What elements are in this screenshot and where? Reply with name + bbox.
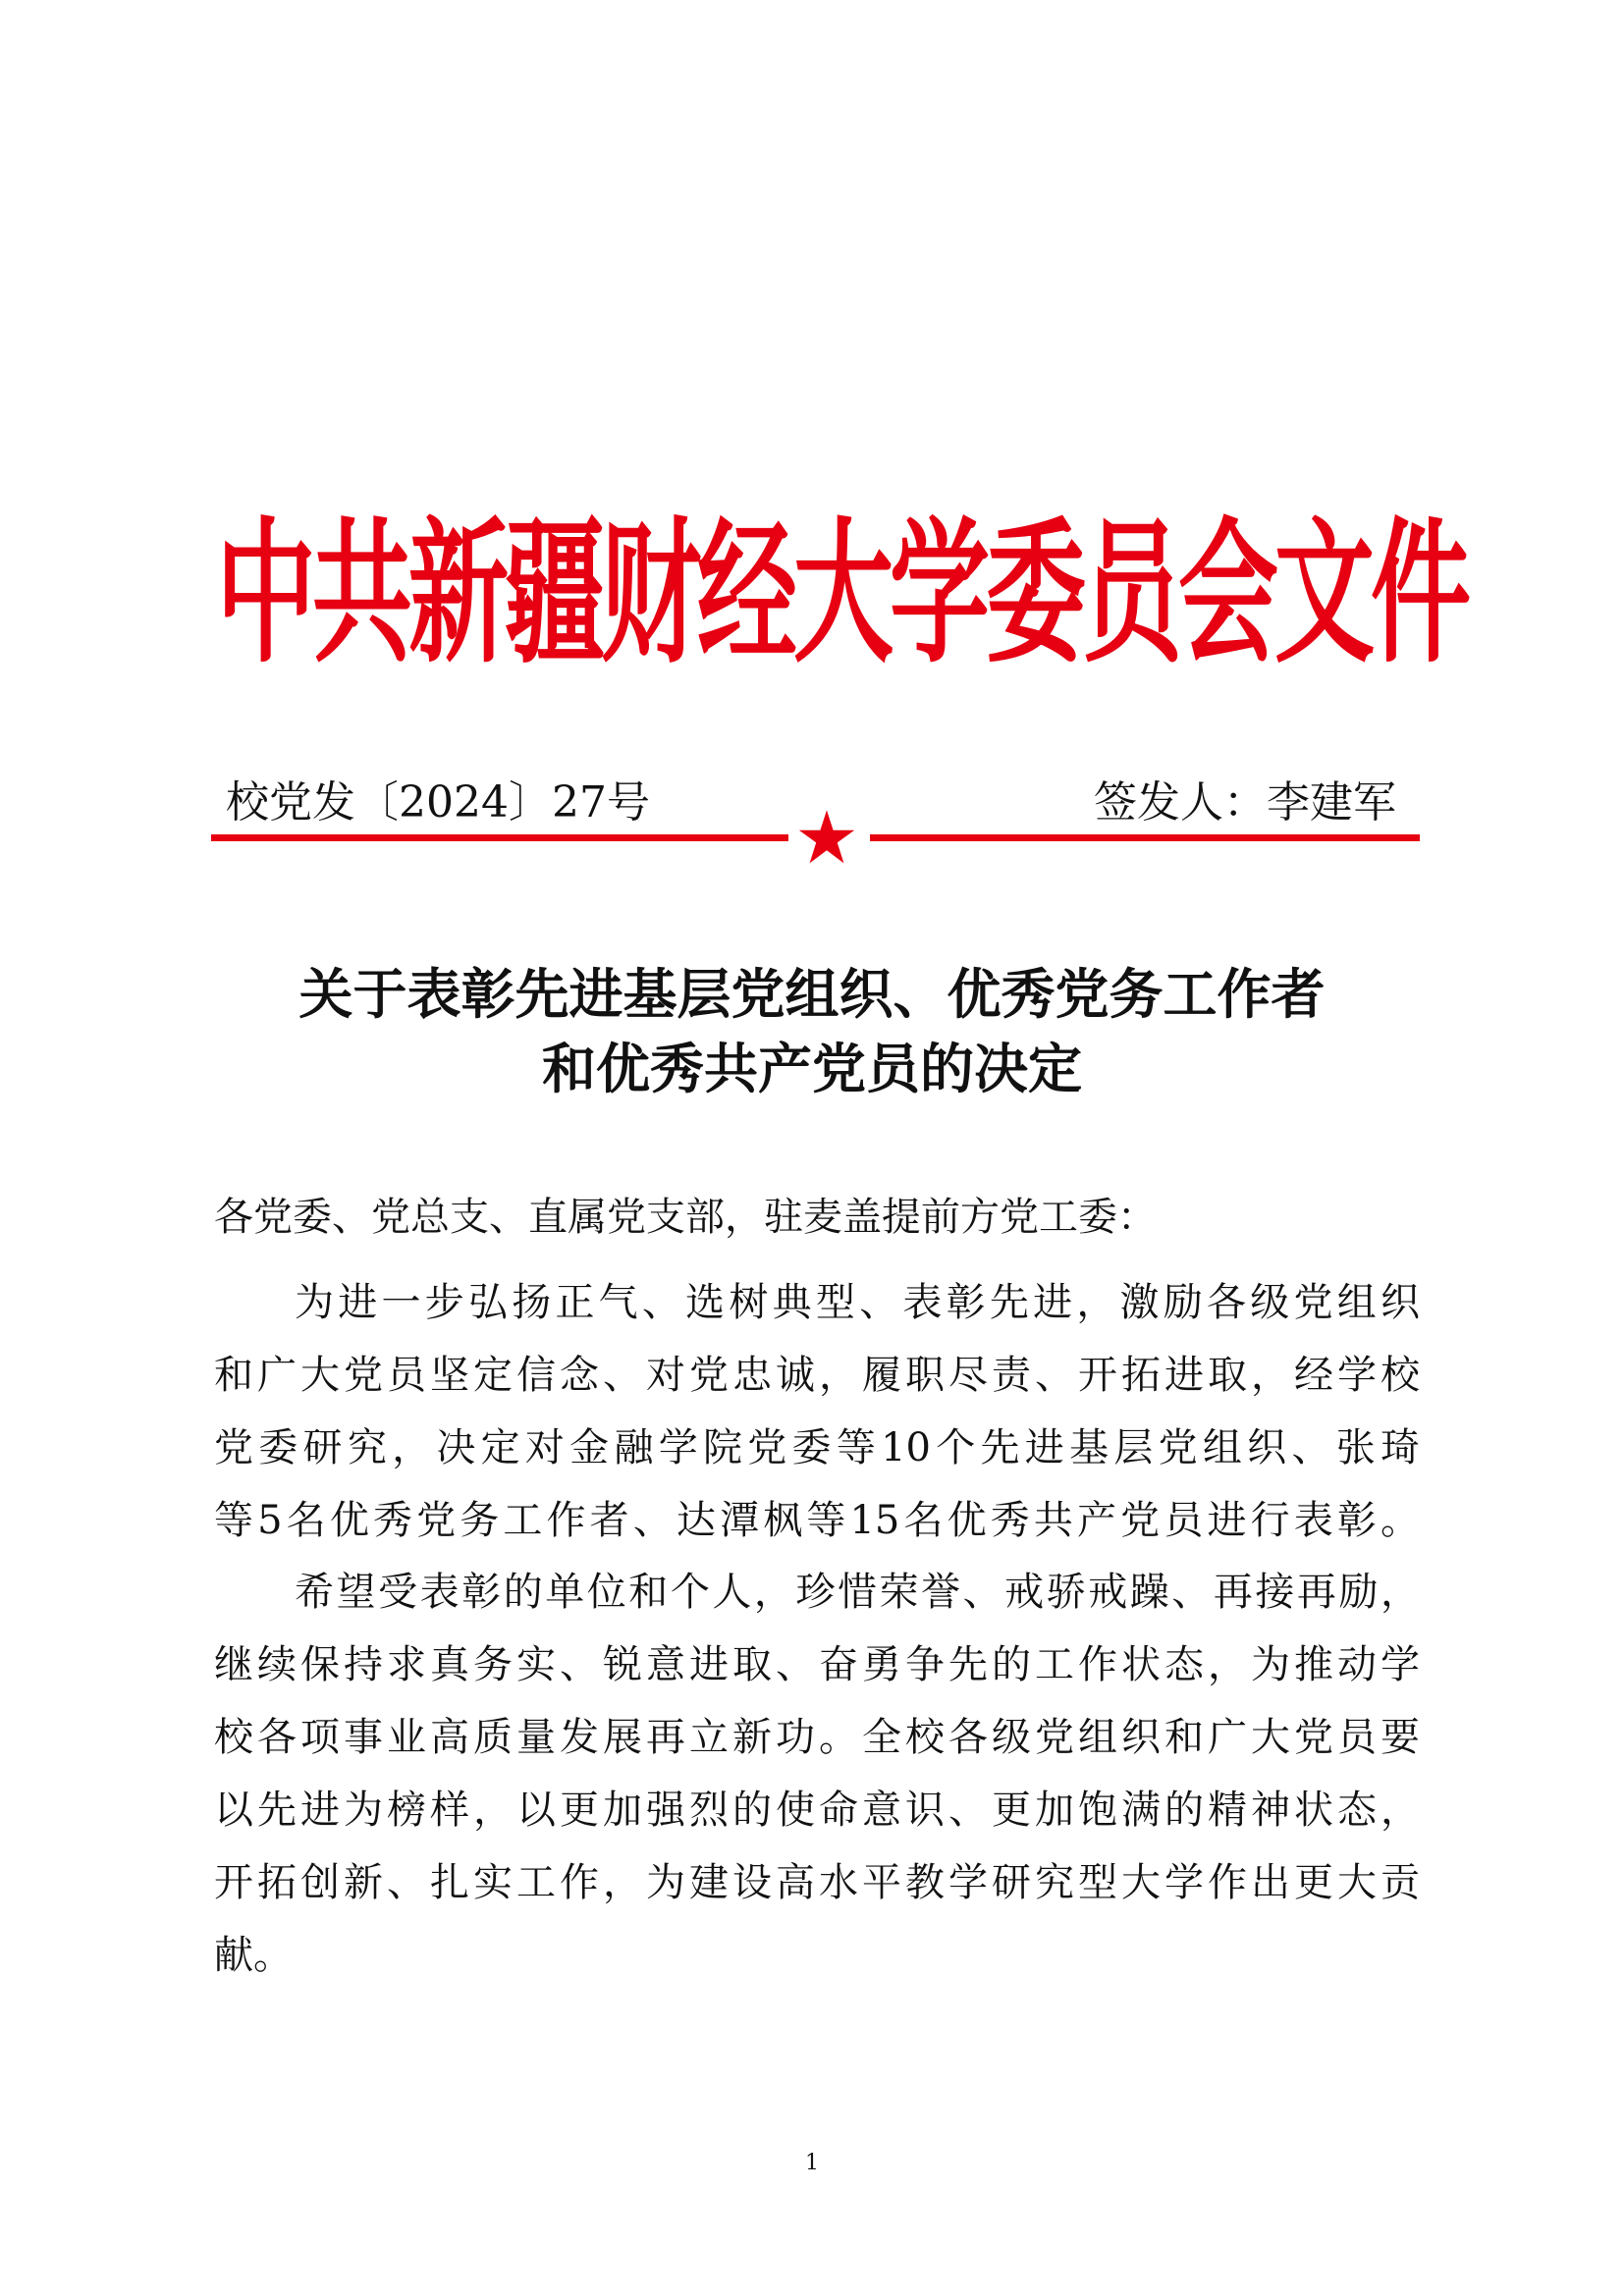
paragraph-line: 继续保持求真务实、锐意进取、奋勇争先的工作状态，为推动学 (214, 1642, 1420, 1687)
document-number: 校党发〔2024〕27号 (226, 777, 650, 828)
document-title (177, 957, 1447, 1106)
signer (1094, 775, 1396, 830)
paragraph-line: 和广大党员坚定信念、对党忠诚，履职尽责、开拓进取，经学校 (214, 1353, 1420, 1398)
page-number: 1 (805, 2151, 819, 2175)
title-line-2: 和优秀共产党员的决定 (541, 1037, 1082, 1100)
salutation: 各党委、党总支、直属党支部，驻麦盖提前方党工委： (214, 1195, 1157, 1240)
paragraph-line: 等5名优秀党务工作者、达潭枫等15名优秀共产党员进行表彰。 (214, 1498, 1420, 1543)
red-star-icon (797, 808, 856, 867)
paragraph-line: 为进一步弘扬正气、选树典型、表彰先进，激励各级党组织 (295, 1280, 1420, 1325)
paragraph-line: 献。 (214, 1933, 293, 1978)
masthead-title: 中共新疆财经大学委员会文件 (216, 503, 1467, 685)
title-line-1: 关于表彰先进基层党组织、优秀党务工作者 (298, 962, 1326, 1026)
signer-name: 李建军 (1267, 777, 1396, 828)
red-rule-left (211, 834, 788, 841)
paragraph-line: 以先进为榜样，以更加强烈的使命意识、更加饱满的精神状态， (214, 1788, 1420, 1833)
paragraph-line: 希望受表彰的单位和个人，珍惜荣誉、戒骄戒躁、再接再励， (295, 1570, 1420, 1615)
paragraph-line: 开拓创新、扎实工作，为建设高水平教学研究型大学作出更大贡 (214, 1860, 1420, 1905)
red-rule-right (870, 834, 1420, 841)
paragraph-line: 党委研究，决定对金融学院党委等10个先进基层党组织、张琦 (214, 1425, 1420, 1470)
paragraph-line: 校各项事业高质量发展再立新功。全校各级党组织和广大党员要 (214, 1715, 1420, 1760)
signer-label: 签发人： (1094, 777, 1267, 828)
paragraph-1 (214, 1266, 1420, 1557)
paragraph-2 (214, 1556, 1420, 1992)
